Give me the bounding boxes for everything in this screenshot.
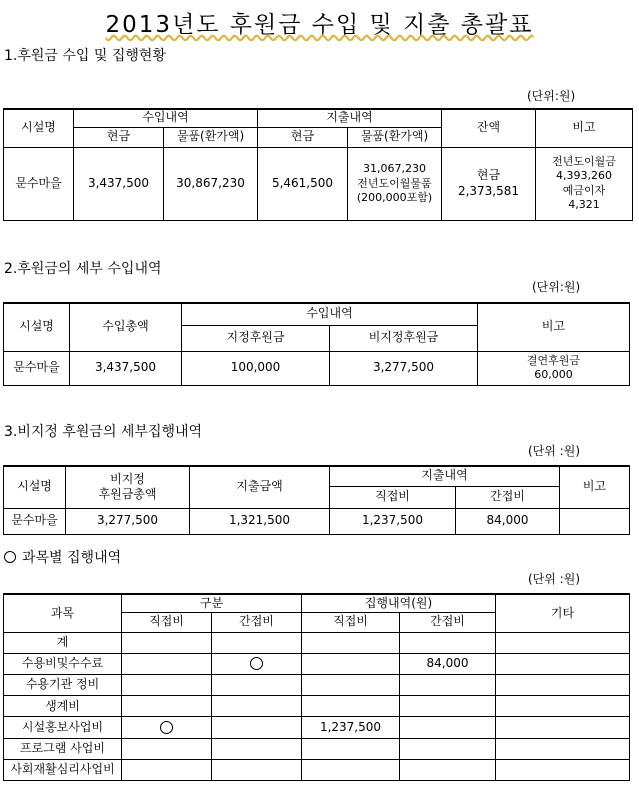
- header-exec-direct: 직접비: [302, 612, 400, 632]
- subject-execution-table: [3, 593, 630, 781]
- cell-exec-indirect: [400, 696, 496, 717]
- header-indirect: 간접비: [456, 486, 560, 508]
- header-subject: 과목: [4, 594, 122, 632]
- table-row: [4, 759, 630, 780]
- cell-spent: 1,321,500: [190, 508, 330, 535]
- cell-category-indirect: [212, 717, 302, 738]
- section3-heading: 3.비지정 후원금의 세부집행내역: [4, 424, 203, 440]
- header-income-goods: 물품(환가액): [164, 127, 258, 147]
- cell-subject: 수용비및수수료: [4, 653, 122, 674]
- cell-category-direct: [122, 696, 212, 717]
- cell-exec-direct: [302, 738, 400, 759]
- cell-nd-total: 3,277,500: [66, 508, 190, 535]
- cell-exec-indirect: [400, 738, 496, 759]
- header-category-indirect: 간접비: [212, 612, 302, 632]
- cell-other: [496, 653, 630, 674]
- cell-exec-indirect: [400, 717, 496, 738]
- cell-category-indirect: [212, 675, 302, 696]
- cell-subject: 수용기관 정비: [4, 675, 122, 696]
- cell-category-direct: [122, 675, 212, 696]
- header-other: 기타: [496, 594, 630, 632]
- cell-category-direct: [122, 717, 212, 738]
- cell-category-indirect: [212, 632, 302, 653]
- header-direct: 직접비: [330, 486, 456, 508]
- header-category-direct: 직접비: [122, 612, 212, 632]
- cell-other: [496, 696, 630, 717]
- header-expense-cash: 현금: [258, 127, 348, 147]
- header-remarks: 비고: [536, 109, 633, 147]
- table-row: [4, 675, 630, 696]
- cell-other: [496, 759, 630, 780]
- header-facility: 시설명: [4, 109, 74, 147]
- remarks-interest-amount: 4,321: [568, 198, 600, 212]
- section1-heading: 1.후원금 수입 및 집행현황: [4, 48, 166, 64]
- document-title: 2013년도 후원금 수입 및 지출 총괄표: [105, 12, 534, 38]
- cell-facility: 문수마을: [4, 147, 74, 221]
- cell-total: 3,437,500: [70, 351, 182, 386]
- header-income: 수입내역: [74, 109, 258, 127]
- cell-other: [496, 738, 630, 759]
- cell-other: [496, 717, 630, 738]
- detail-income-table: [3, 302, 630, 386]
- circle-mark-icon: [160, 721, 173, 734]
- header-designated: 지정후원금: [182, 325, 330, 351]
- circle-bullet-icon: [4, 551, 16, 563]
- header-remarks: 비고: [560, 466, 630, 508]
- cell-indirect: 84,000: [456, 508, 560, 535]
- cell-exec-direct: [302, 632, 400, 653]
- section4-heading: 과목별 집행내역: [4, 547, 121, 567]
- cell-exec-indirect: [400, 632, 496, 653]
- cell-subject: 생계비: [4, 696, 122, 717]
- cell-facility: 문수마을: [4, 351, 70, 386]
- cell-designated: 100,000: [182, 351, 330, 386]
- header-expense-goods: 물품(환가액): [348, 127, 442, 147]
- table-row: [4, 653, 630, 674]
- header-expense: 지출내역: [258, 109, 442, 127]
- cell-exec-direct: 1,237,500: [302, 717, 400, 738]
- cell-facility: 문수마을: [4, 508, 66, 535]
- cell-category-indirect: [212, 653, 302, 674]
- circle-mark-icon: [250, 657, 263, 670]
- cell-category-direct: [122, 738, 212, 759]
- section2-unit: (단위:원): [532, 280, 581, 294]
- header-balance: 잔액: [442, 109, 536, 147]
- income-expense-table: [3, 108, 633, 221]
- section2-heading: 2.후원금의 세부 수입내역: [4, 261, 162, 277]
- header-income-cash: 현금: [74, 127, 164, 147]
- remarks-interest-label: 예금이자: [562, 183, 606, 197]
- expense-goods-note-2: (200,000포함): [356, 190, 433, 204]
- header-nd-total: [66, 466, 190, 508]
- header-execution: 집행내역(원): [302, 594, 496, 612]
- header-spent: 지출금액: [190, 466, 330, 508]
- header-facility: 시설명: [4, 466, 66, 508]
- expense-goods-amount: 31,067,230: [363, 162, 426, 176]
- header-facility: 시설명: [4, 303, 70, 351]
- section4-unit: (단위 :원): [528, 572, 580, 586]
- header-income: 수입내역: [182, 303, 478, 325]
- cell-exec-indirect: [400, 759, 496, 780]
- remarks-carryover-label: 전년도이월금: [552, 155, 616, 169]
- cell-exec-direct: [302, 759, 400, 780]
- cell-income-cash: 3,437,500: [74, 147, 164, 221]
- section1-unit: (단위:원): [527, 89, 576, 103]
- header-remarks: 비고: [478, 303, 630, 351]
- table-row: [4, 632, 630, 653]
- cell-remarks: [536, 147, 633, 221]
- table-row: [4, 738, 630, 759]
- balance-label: 현금: [476, 168, 501, 183]
- remarks-sponsorship-label: 결연후원금: [526, 353, 581, 367]
- expense-goods-note: 전년도이월물품: [357, 176, 432, 190]
- cell-income-goods: 30,867,230: [164, 147, 258, 221]
- header-exec-indirect: 간접비: [400, 612, 496, 632]
- cell-category-direct: [122, 632, 212, 653]
- cell-subject: 계: [4, 632, 122, 653]
- cell-exec-direct: [302, 696, 400, 717]
- cell-category-indirect: [212, 759, 302, 780]
- header-nd-total-line1: 비지정: [110, 471, 145, 486]
- cell-category-direct: [122, 759, 212, 780]
- section3-unit: (단위 :원): [528, 444, 580, 458]
- table-row: [4, 717, 630, 738]
- balance-amount: 2,373,581: [457, 183, 520, 198]
- cell-category-direct: [122, 653, 212, 674]
- remarks-carryover-amount: 4,393,260: [556, 169, 612, 183]
- cell-non-designated: 3,277,500: [330, 351, 478, 386]
- cell-expense-cash: 5,461,500: [258, 147, 348, 221]
- cell-exec-direct: [302, 675, 400, 696]
- cell-balance: [442, 147, 536, 221]
- cell-remarks: [560, 508, 630, 535]
- cell-exec-direct: [302, 653, 400, 674]
- header-nd-total-line2: 후원금총액: [98, 487, 157, 502]
- cell-category-indirect: [212, 738, 302, 759]
- header-category: 구분: [122, 594, 302, 612]
- cell-direct: 1,237,500: [330, 508, 456, 535]
- subject-rows: [4, 632, 630, 780]
- cell-category-indirect: [212, 696, 302, 717]
- cell-other: [496, 675, 630, 696]
- header-expense: 지출내역: [330, 466, 560, 486]
- cell-remarks: [478, 351, 630, 386]
- cell-exec-indirect: 84,000: [400, 653, 496, 674]
- cell-other: [496, 632, 630, 653]
- table-row: [4, 696, 630, 717]
- cell-expense-goods: [348, 147, 442, 221]
- header-non-designated: 비지정후원금: [330, 325, 478, 351]
- cell-subject: 프로그램 사업비: [4, 738, 122, 759]
- cell-exec-indirect: [400, 675, 496, 696]
- header-total: 수입총액: [70, 303, 182, 351]
- cell-subject: 사회재활심리사업비: [4, 759, 122, 780]
- cell-subject: 시설홍보사업비: [4, 717, 122, 738]
- remarks-sponsorship-amount: 60,000: [534, 368, 573, 382]
- non-designated-execution-table: [3, 465, 630, 535]
